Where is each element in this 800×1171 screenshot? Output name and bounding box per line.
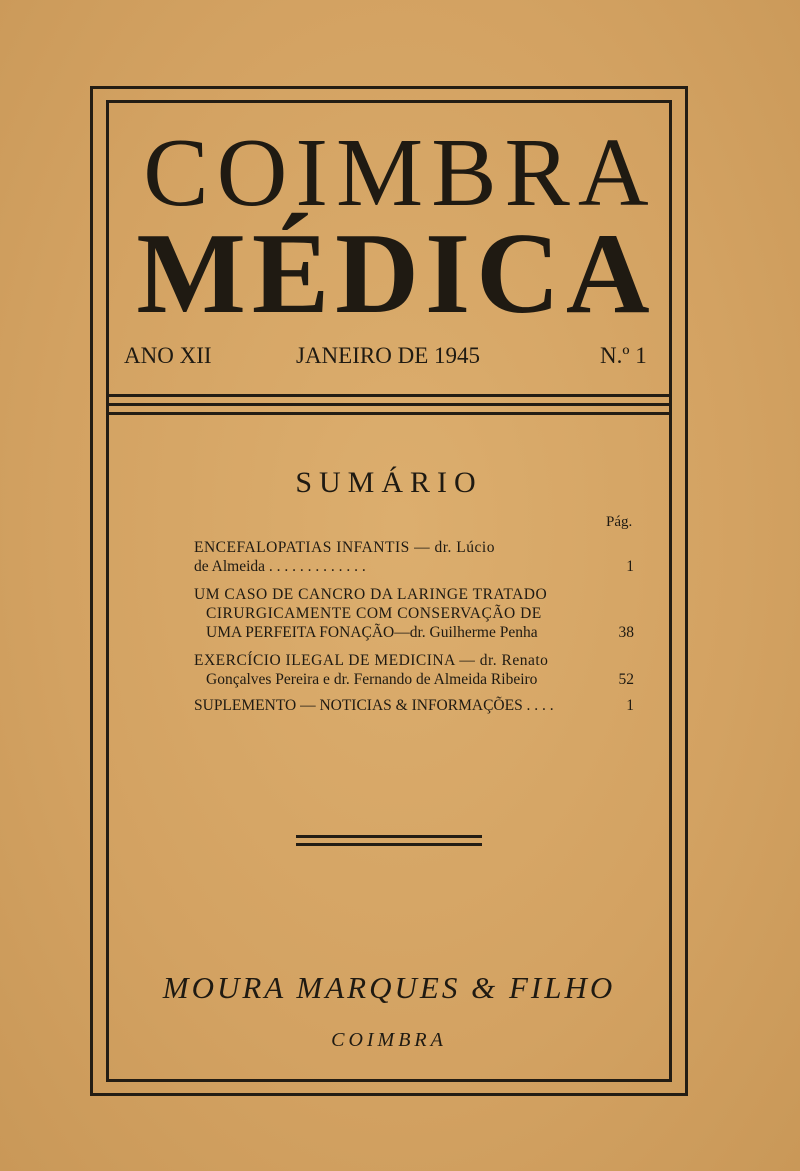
publisher-city: COIMBRA [331,1029,447,1051]
toc-entry-line: SUPLEMENTO — NOTICIAS & INFORMAÇÕES . . . . [194,697,554,714]
toc-entry-line: ENCEFALOPATIAS INFANTIS — dr. Lúcio [194,539,495,556]
toc-entry [194,538,634,576]
header-rule-bottom [108,412,670,415]
toc-entry [194,696,634,715]
summary-heading: SUMÁRIO [295,466,483,499]
toc-entry-line: Gonçalves Pereira e dr. Fernando de Almeida Ribeiro [206,671,538,688]
toc-entry [194,651,634,689]
issue-year-volume: ANO XII [124,343,212,368]
decorative-rule-top [296,835,482,838]
toc-page-number: 52 [618,671,634,688]
issue-number: N.º 1 [600,343,647,368]
journal-title-line1: COIMBRA [143,119,657,227]
issue-date: JANEIRO DE 1945 [296,343,480,368]
toc-page-number: 1 [626,697,634,714]
publisher-name: MOURA MARQUES & FILHO [162,970,616,1005]
toc-page-number: 38 [618,624,634,641]
toc-entry-line: de Almeida . . . . . . . . . . . . . [194,558,366,575]
header-rule-top [108,394,670,397]
toc-entry-line: EXERCÍCIO ILEGAL DE MEDICINA — dr. Renato [194,652,549,669]
toc-page-number: 1 [626,558,634,575]
header-rule-middle [108,403,670,406]
journal-title-line2: MÉDICA [136,210,656,338]
toc-entry-line: UMA PERFEITA FONAÇÃO—dr. Guilherme Penha [206,624,538,641]
toc-entry [194,585,634,642]
toc-entry-line: CIRURGICAMENTE COM CONSERVAÇÃO DE [206,605,542,622]
toc-entry-line: UM CASO DE CANCRO DA LARINGE TRATADO [194,586,548,603]
decorative-rule-bottom [296,843,482,846]
page-column-label: Pág. [606,514,633,530]
